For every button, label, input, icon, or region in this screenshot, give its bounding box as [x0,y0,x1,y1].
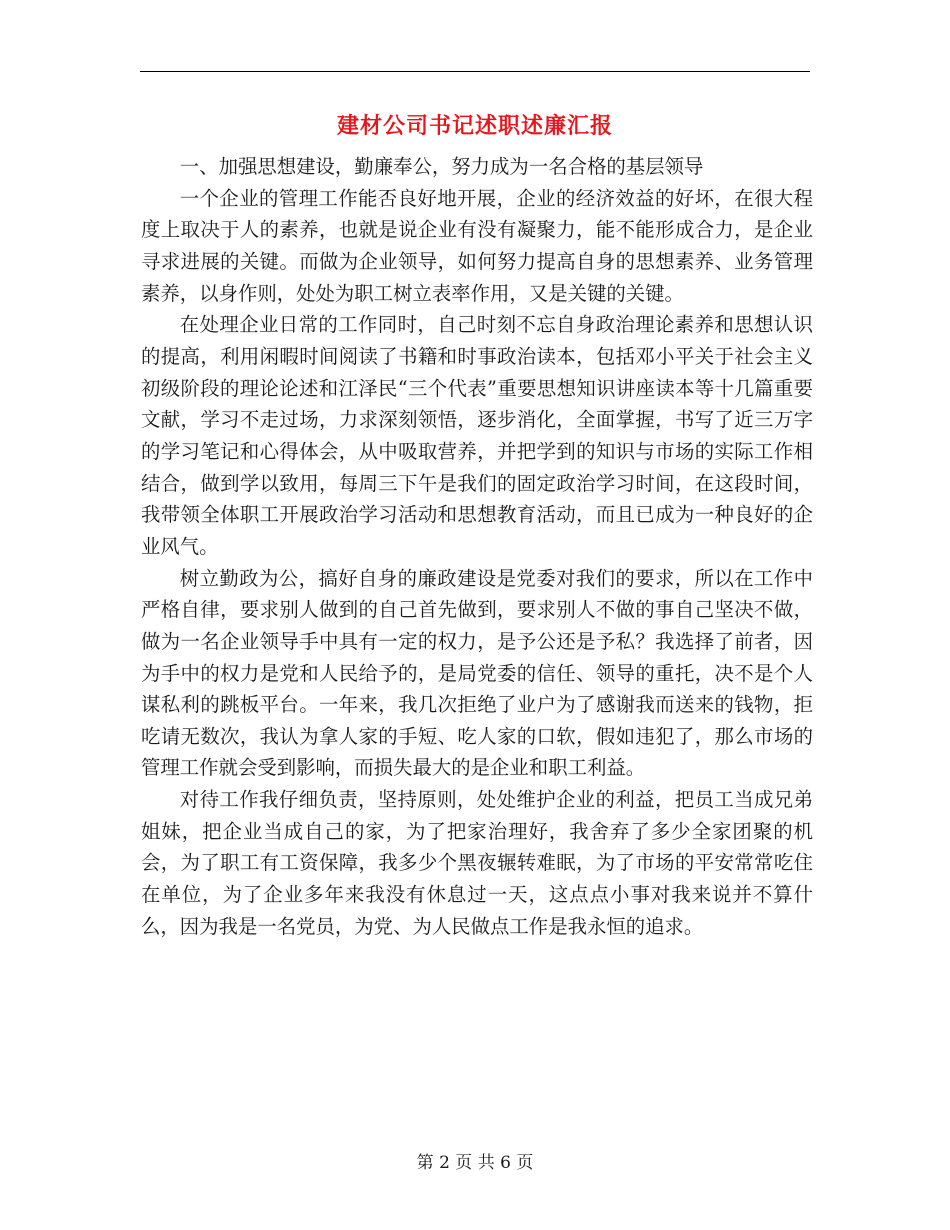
document-body [141,151,813,942]
document-title: 建材公司书记述职述廉汇报 [336,113,613,139]
header-rule [140,71,810,72]
body-paragraph: 树立勤政为公，搞好自身的廉政建设是党委对我们的要求，所以在工作中严格自律，要求别人做到的自己首先做到，要求别人不做的事自己坚决不做，做为一名企业领导手中具有一定的权力，是予公还是予私？我选择了前者，因为手中的权力是党和人民给予的，是局党委的信任、领导的重托，决不是个人谋私利的跳板平台。一年来，我几次拒绝了业户为了感谢我而送来的钱物，拒吃请无数次，我认为拿人家的手短、吃人家的口软，假如违犯了，那么市场的管理工作就会受到影响，而损失最大的是企业和职工利益。 [141,566,813,780]
body-paragraph: 对待工作我仔细负责，坚持原则，处处维护企业的利益，把员工当成兄弟姐妹，把企业当成自己的家，为了把家治理好，我舍弃了多少全家团聚的机会，为了职工有工资保障，我多少个黑夜辗转难眠，为了市场的平安常常吃住在单位，为了企业多年来我没有休息过一天，这点点小事对我来说并不算什么，因为我是一名党员，为党、为人民做点工作是我永恒的追求。 [141,788,813,938]
page-number: 第 2 页 共 6 页 [416,1153,534,1173]
body-paragraph: 一个企业的管理工作能否良好地开展，企业的经济效益的好坏，在很大程度上取决于人的素养，也就是说企业有没有凝聚力，能不能形成合力，是企业寻求进展的关键。而做为企业领导，如何努力提高自身的思想素养、业务管理素养，以身作则，处处为职工树立表率作用，又是关键的关键。 [141,186,813,305]
body-paragraph: 在处理企业日常的工作同时，自己时刻不忘自身政治理论素养和思想认识的提高，利用闲暇时间阅读了书籍和时事政治读本，包括邓小平关于社会主义初级阶段的理论论述和江泽民“三个代表”重要思想知识讲座读本等十几篇重要文献，学习不走过场，力求深刻领悟，逐步消化，全面掌握，书写了近三万字的学习笔记和心得体会，从中吸取营养，并把学到的知识与市场的实际工作相结合，做到学以致用，每周三下午是我们的固定政治学习时间，在这段时间，我带领全体职工开展政治学习活动和思想教育活动，而且已成为一种良好的企业风气。 [141,313,813,558]
section-heading: 一、加强思想建设，勤廉奉公，努力成为一名合格的基层领导 [179,155,704,178]
